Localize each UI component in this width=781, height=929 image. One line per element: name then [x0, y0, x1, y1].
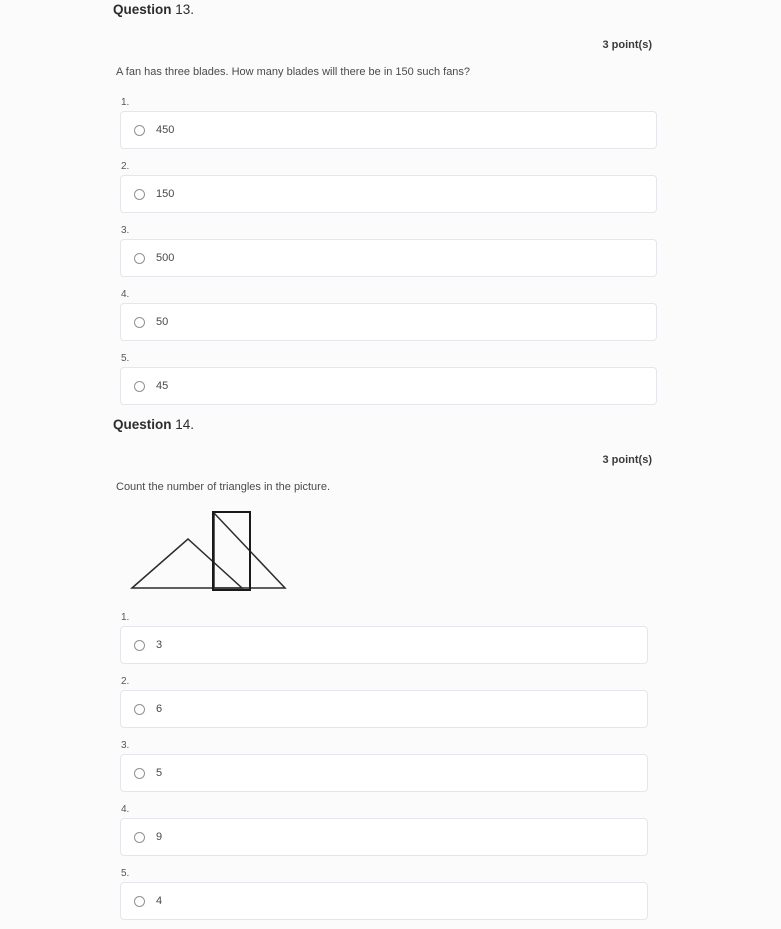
option-value: 500 [156, 252, 175, 264]
figure-drawing [120, 506, 658, 594]
question-title [113, 2, 658, 18]
option-value: 45 [156, 380, 169, 392]
option-box[interactable] [120, 367, 657, 405]
option-box[interactable] [120, 303, 657, 341]
option-box[interactable] [120, 690, 648, 728]
option-item [120, 353, 658, 405]
options-list [120, 97, 658, 405]
option-number-label: 3. [121, 225, 130, 236]
points-badge: 3 point(s) [602, 454, 652, 466]
option-number-label: 5. [121, 868, 130, 879]
option-item [120, 740, 658, 792]
option-number-label: 5. [121, 353, 130, 364]
option-value: 3 [156, 639, 163, 651]
radio-button-icon[interactable] [134, 253, 145, 264]
option-box[interactable] [120, 818, 648, 856]
option-box[interactable] [120, 626, 648, 664]
option-item [120, 161, 658, 213]
radio-button-icon[interactable] [134, 704, 145, 715]
radio-button-icon[interactable] [134, 640, 145, 651]
option-item [120, 868, 658, 920]
question-text: A fan has three blades. How many blades will there be in 150 such fans? [116, 66, 471, 78]
question-13-block [113, 2, 658, 405]
option-item [120, 97, 658, 149]
question-title [113, 417, 658, 433]
left-triangle-shape [132, 539, 242, 588]
radio-button-icon[interactable] [134, 189, 145, 200]
radio-button-icon[interactable] [134, 832, 145, 843]
question-text: Count the number of triangles in the picture. [116, 481, 331, 493]
option-number-label: 1. [121, 97, 130, 108]
option-value: 5 [156, 767, 163, 779]
option-value: 6 [156, 703, 163, 715]
option-item [120, 612, 658, 664]
option-value: 50 [156, 316, 169, 328]
radio-button-icon[interactable] [134, 381, 145, 392]
points-badge: 3 point(s) [602, 39, 652, 51]
option-item [120, 804, 658, 856]
option-value: 450 [156, 124, 175, 136]
option-number-label: 4. [121, 289, 130, 300]
option-box[interactable] [120, 175, 657, 213]
option-number-label: 1. [121, 612, 130, 623]
triangles-rectangle-figure [120, 506, 295, 596]
question-number: 14. [175, 417, 195, 432]
radio-button-icon[interactable] [134, 125, 145, 136]
option-box[interactable] [120, 111, 657, 149]
question-number: 13. [175, 2, 195, 17]
option-number-label: 2. [121, 161, 130, 172]
options-list [120, 612, 658, 920]
question-title-word: Question [113, 417, 172, 432]
option-box[interactable] [120, 882, 648, 920]
option-value: 150 [156, 188, 175, 200]
option-number-label: 3. [121, 740, 130, 751]
option-item [120, 676, 658, 728]
option-number-label: 2. [121, 676, 130, 687]
option-box[interactable] [120, 754, 648, 792]
option-box[interactable] [120, 239, 657, 277]
option-item [120, 289, 658, 341]
option-item [120, 225, 658, 277]
question-title-word: Question [113, 2, 172, 17]
question-14-block [113, 417, 658, 920]
option-value: 9 [156, 831, 163, 843]
option-number-label: 4. [121, 804, 130, 815]
radio-button-icon[interactable] [134, 896, 145, 907]
radio-button-icon[interactable] [134, 317, 145, 328]
option-value: 4 [156, 895, 163, 907]
radio-button-icon[interactable] [134, 768, 145, 779]
